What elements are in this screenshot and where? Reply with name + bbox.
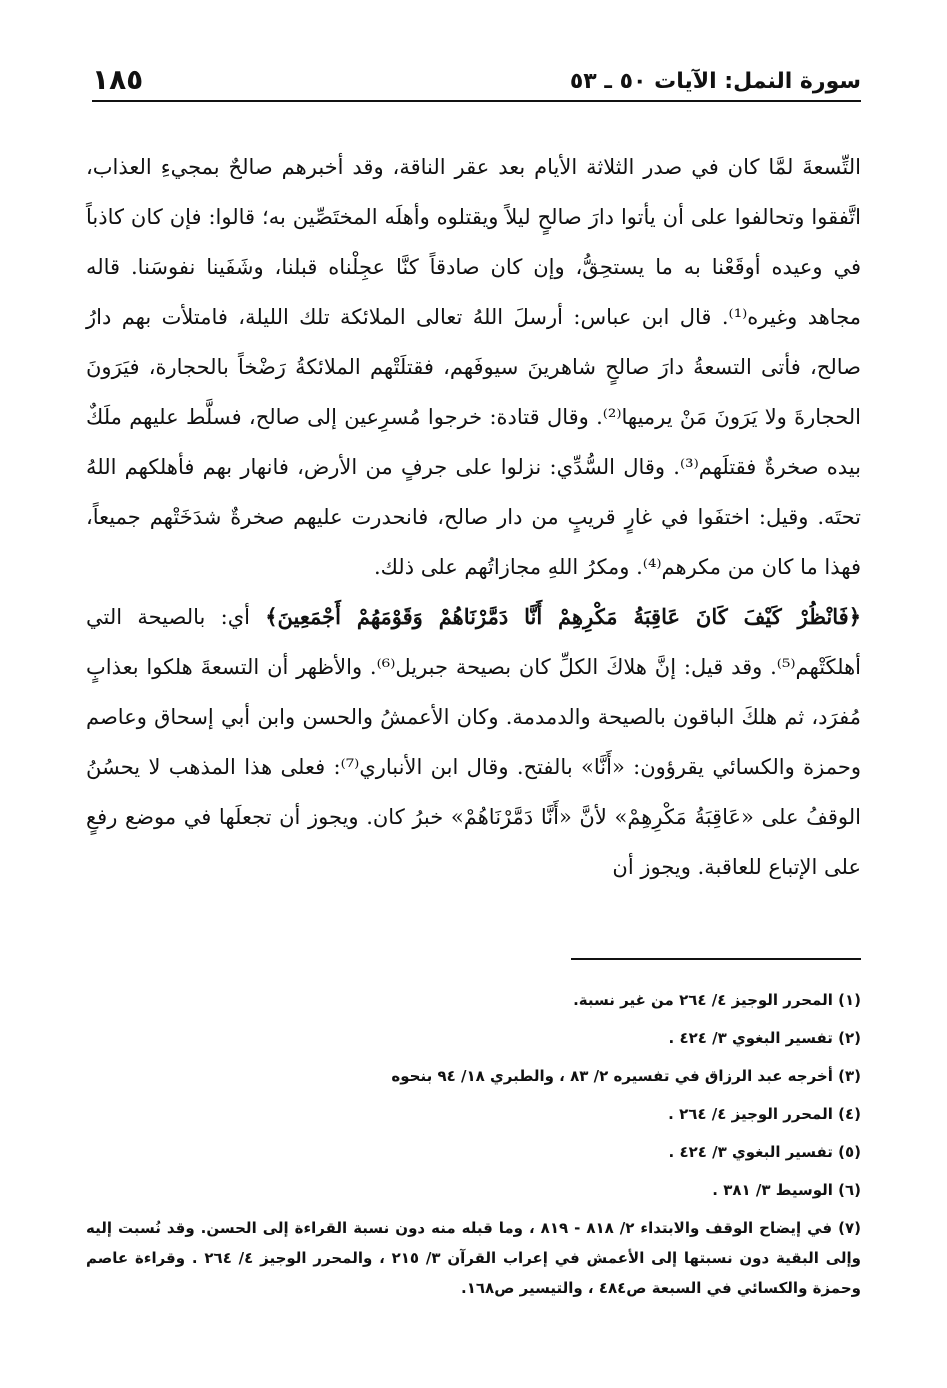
page-number: ١٨٥ <box>92 63 144 96</box>
footnote-number: (٥) <box>838 1143 861 1161</box>
footnote-text: تفسير البغوي ٣/ ٤٢٤ . <box>668 1029 833 1047</box>
running-header <box>92 62 861 102</box>
footnote-7 <box>86 1213 861 1303</box>
footnote-5 <box>86 1137 861 1167</box>
footnote-1 <box>86 985 861 1015</box>
footnote-number: (٤) <box>838 1105 861 1123</box>
footnote-text: أخرجه عبد الرزاق في تفسيره ٢/ ٨٣ ، والطبري ١٨/ ٩٤ بنحوه <box>391 1067 833 1085</box>
footnote-text: تفسير البغوي ٣/ ٤٢٤ . <box>668 1143 833 1161</box>
footnote-text: في إيضاح الوقف والابتداء ٢/ ٨١٨ - ٨١٩ ، وما قبله منه دون نسبة القراءة إلى الحسن. وقد نُسبت إليه وإلى البقية دون نسبتها إلى الأعمش في إعراب القرآن ٣/ ٢١٥ ، والمحرر الوجيز ٤/ ٢٦٤ . وقراءة عاصم وحمزة والكسائي في السبعة ص٤٨٤ ، والتيسير ص١٦٨. <box>86 1219 862 1297</box>
paragraph-2-text: أي: بالصيحة التي أهلكَتْهم⁽⁵⁾. وقد قيل: إنَّ هلاكَ الكلِّ كان بصيحة جبريل⁽⁶⁾. والأظهر أن التسعةَ هلكوا بعذابٍ مُفرَد، ثم هلكَ الباقون بالصيحة والدمدمة. وكان الأعمشُ والحسن وابن أبي إسحاق وعاصم وحمزة والكسائي يقرؤون: «أَنَّا» بالفتح. وقال ابن الأنباري⁽⁷⁾: فعلى هذا المذهب لا يحسُنُ الوقفُ على «عَاقِبَةُ مَكْرِهِمْ» لأنَّ «أَنَّا دَمَّرْنَاهُمْ» خبرُ كان. ويجوز أن تجعلَها في موضع رفعٍ على الإتباع للعاقبة. ويجوز أن <box>86 605 861 879</box>
paragraph-2 <box>86 592 861 892</box>
footnote-6 <box>86 1175 861 1205</box>
footnote-2 <box>86 1023 861 1053</box>
quran-verse: ﴿فَانْظُرْ كَيْفَ كَانَ عَاقِبَةُ مَكْرِهِمْ أَنَّا دَمَّرْنَاهُمْ وَقَوْمَهُمْ أَجْمَعِينَ﴾ <box>265 604 862 629</box>
footnote-number: (٧) <box>838 1219 861 1237</box>
footnote-3 <box>86 1061 861 1091</box>
main-text <box>86 142 861 892</box>
footnote-4 <box>86 1099 861 1129</box>
footnote-divider <box>571 958 861 960</box>
footnote-text: المحرر الوجيز ٤/ ٢٦٤ من غير نسبة. <box>573 991 833 1009</box>
footnote-text: المحرر الوجيز ٤/ ٢٦٤ . <box>668 1105 833 1123</box>
footnotes <box>86 985 861 1311</box>
footnote-text: الوسيط ٣/ ٣٨١ . <box>712 1181 833 1199</box>
paragraph-1: التِّسعةَ لمَّا كان في صدر الثلاثة الأيام بعد عقر الناقة، وقد أخبرهم صالحٌ بمجيءِ العذاب، اتَّفقوا وتحالفوا على أن يأتوا دارَ صالحٍ ليلاً ويقتلوه وأهلَه المختَصِّين به؛ قالوا: فإن كان كاذباً في وعيده أوقَعْنا به ما يستحِقُّ، وإن كان صادقاً كنَّا عجِلْناه قبلنا، وشَفَينا نفوسَنا. قاله مجاهد وغيره⁽¹⁾. قال ابن عباس: أرسلَ اللهُ تعالى الملائكة تلك الليلة، فامتلأت بهم دارُ صالح، فأتى التسعةُ دارَ صالحٍ شاهرينَ سيوفَهم، فقتلَتْهم الملائكةُ رَضْخاً بالحجارة، فيَرَونَ الحجارةَ ولا يَرَونَ مَنْ يرميها⁽²⁾. وقال قتادة: خرجوا مُسرِعين إلى صالح، فسلَّط عليهم ملَكٌ بيده صخرةٌ فقتلَهم⁽³⁾. وقال السُّدِّي: نزلوا على جرفٍ من الأرض، فانهار بهم فأهلكهم اللهُ تحتَه. وقيل: اختفَوا في غارٍ قريبٍ من دار صالح، فانحدرت عليهم صخرةٌ شدَخَتْهم جميعاً، فهذا ما كان من مكرهم⁽⁴⁾. ومكرُ اللهِ مجازاتُهم على ذلك. <box>86 155 862 579</box>
footnote-number: (٦) <box>838 1181 861 1199</box>
header-title: سورة النمل: الآيات ٥٠ ـ ٥٣ <box>569 69 861 94</box>
footnote-number: (٣) <box>838 1067 861 1085</box>
footnote-number: (٢) <box>838 1029 861 1047</box>
footnote-number: (١) <box>838 991 861 1009</box>
